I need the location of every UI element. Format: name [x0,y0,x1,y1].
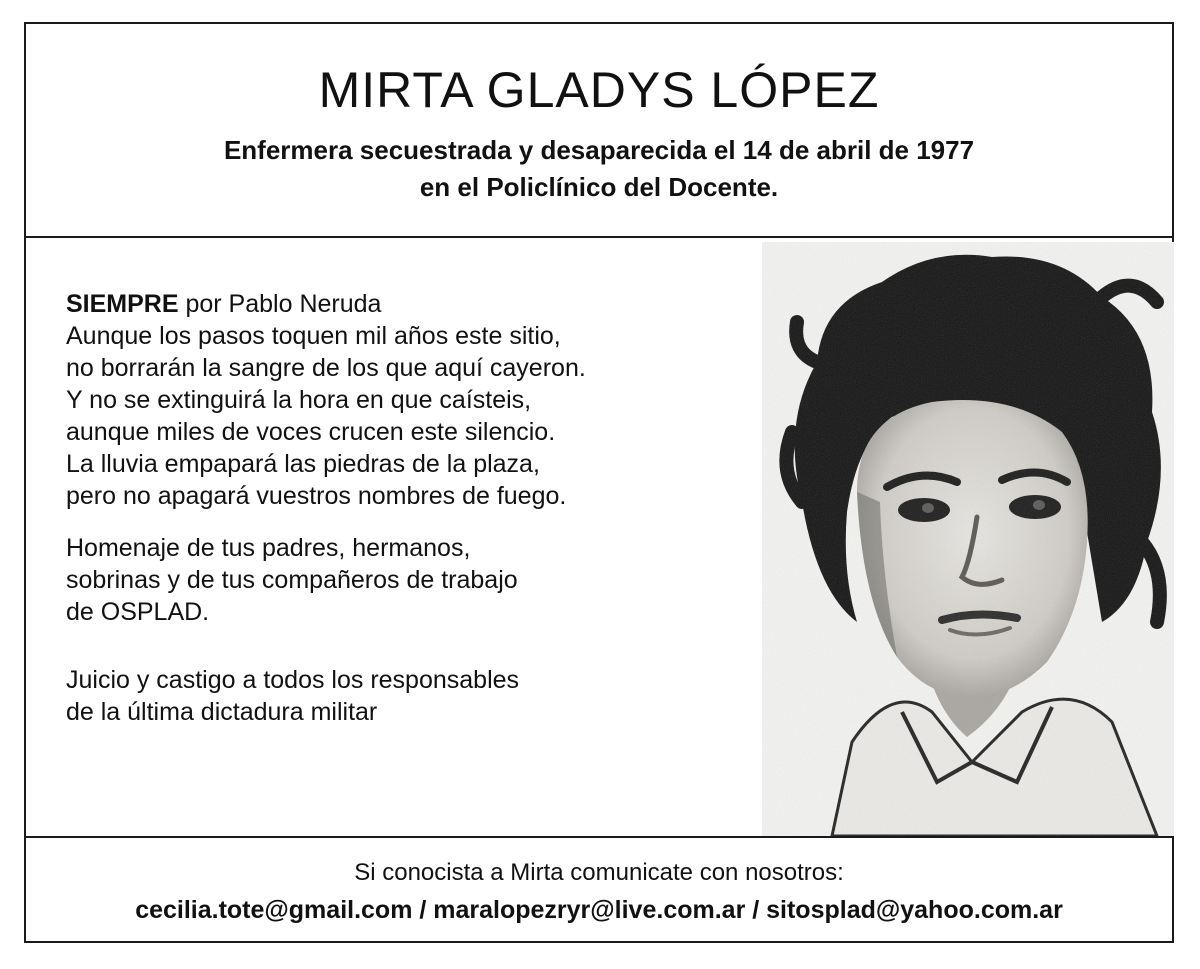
subtitle-line: Enfermera secuestrada y desaparecida el 14 de abril de 1977 [223,135,975,165]
poem-heading [66,288,756,320]
subtitle-line: en el Policlínico del Docente. [419,172,779,202]
tribute-line: Homenaje de tus padres, hermanos, [66,534,471,562]
body-section [26,238,1172,836]
poem-title: SIEMPRE [66,290,179,318]
poem-line: pero no apagará vuestros nombres de fuego. [66,482,567,510]
footer-section [26,836,1172,943]
justice-line: de la última dictadura militar [66,698,378,726]
contact-emails: cecilia.tote@gmail.com / maralopezryr@live.com.ar / sitosplad@yahoo.com.ar [135,896,1063,924]
poem-line: aunque miles de voces crucen este silencio. [66,418,556,446]
text-column [66,288,756,728]
subtitle [26,132,1172,206]
poem [66,288,756,512]
contact-line: Si conocista a Mirta comunicate con nosotros: [354,859,844,886]
poem-line: no borrarán la sangre de los que aquí cayeron. [66,354,586,382]
tribute [66,532,756,628]
page-title: MIRTA GLADYS LÓPEZ [318,62,880,118]
tribute-line: de OSPLAD. [66,598,210,626]
justice-statement [66,664,756,728]
tribute-line: sobrinas y de tus compañeros de trabajo [66,566,518,594]
poem-author: por Pablo Neruda [178,290,382,318]
justice-line: Juicio y castigo a todos los responsables [66,666,520,694]
portrait-photo [762,242,1174,836]
poem-line: La lluvia empapará las piedras de la plaza, [66,450,540,478]
poem-line: Aunque los pasos toquen mil años este sitio, [66,322,561,350]
header-section [26,24,1172,238]
notice-frame [24,22,1174,943]
poem-line: Y no se extinguirá la hora en que caísteis, [66,386,532,414]
portrait-illustration [762,242,1174,836]
